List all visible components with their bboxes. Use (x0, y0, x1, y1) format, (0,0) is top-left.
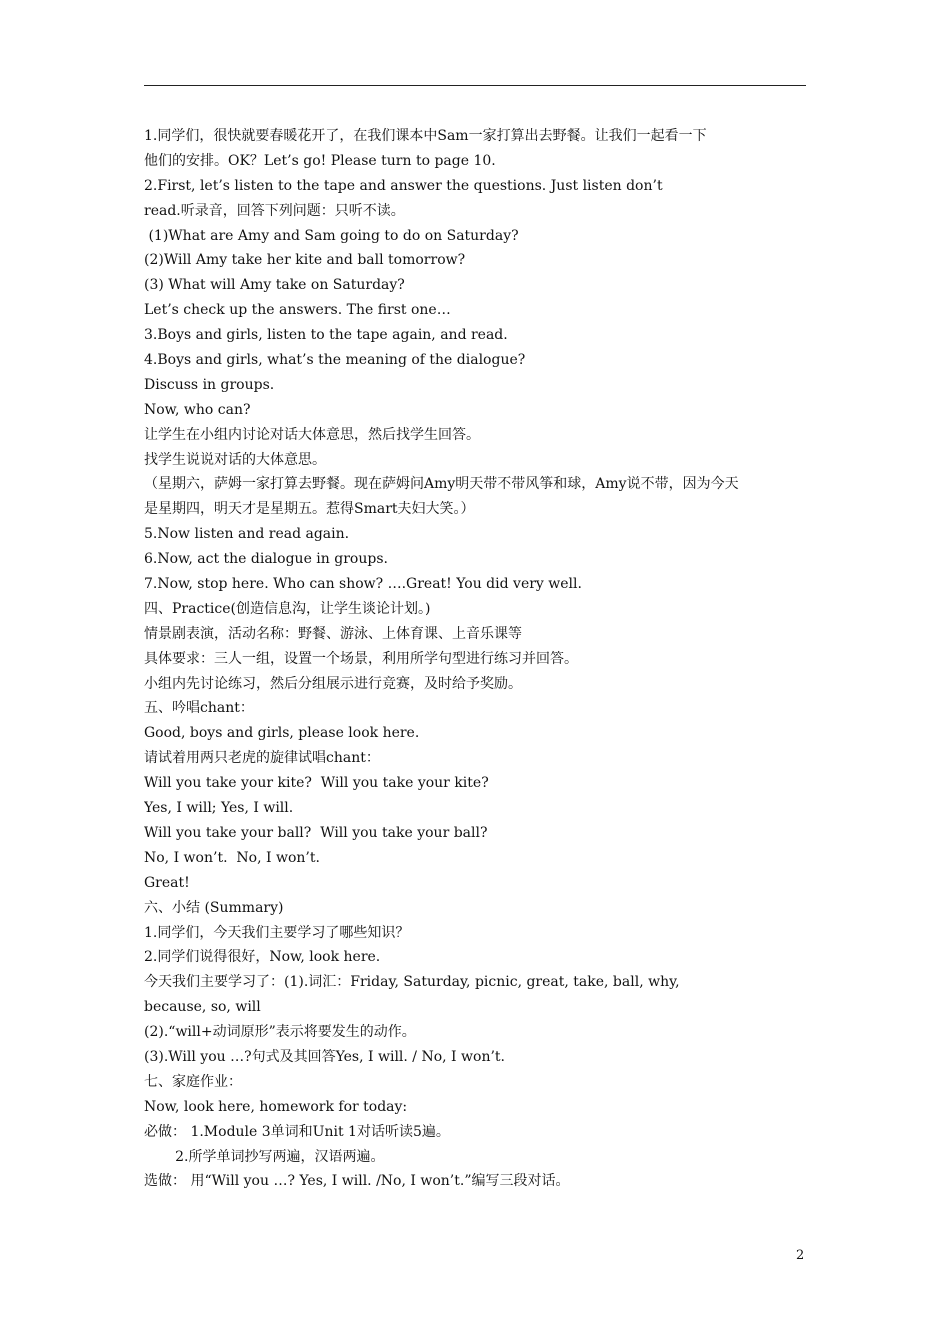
page-number: 2 (796, 1248, 805, 1263)
text-line: (3) What will Amy take on Saturday? (144, 277, 405, 294)
section-heading-summary: 六、小结 (Summary) (144, 899, 284, 916)
text-line: (2)Will Amy take her kite and ball tomorrow? (144, 252, 466, 269)
text-line: 2.所学单词抄写两遍，汉语两遍。 (144, 1148, 385, 1165)
section-heading-practice: 四、Practice(创造信息沟，让学生谈论计划。) (144, 600, 431, 617)
text-line: 今天我们主要学习了：(1).词汇：Friday, Saturday, picnic, great, take, ball, why, (144, 974, 680, 991)
text-line: 5.Now listen and read again. (144, 526, 350, 543)
text-line: 请试着用两只老虎的旋律试唱chant： (144, 750, 380, 767)
text-line: (1)What are Amy and Sam going to do on Saturday? (144, 227, 519, 244)
text-line: 必做： 1.Module 3单词和Unit 1对话听读5遍。 (144, 1123, 450, 1140)
text-line: Yes, I will; Yes, I will. (144, 800, 294, 817)
text-line: Now, who can? (144, 401, 251, 418)
text-line: 他们的安排。OK？Let’s go! Please turn to page 10. (144, 152, 496, 169)
text-line: Will you take your ball? Will you take your ball? (144, 824, 488, 841)
text-line: 4.Boys and girls, what’s the meaning of the dialogue? (144, 352, 526, 369)
text-line: read.听录音，回答下列问题：只听不读。 (144, 202, 405, 219)
text-line: （星期六，萨姆一家打算去野餐。现在萨姆问Amy明天带不带风筝和球，Amy说不带，因为今天 (144, 476, 739, 493)
text-line: 是星期四，明天才是星期五。惹得Smart夫妇大笑。） (144, 501, 475, 518)
text-line: Will you take your kite? Will you take your kite? (144, 775, 489, 792)
text-line: 选做： 用“Will you …? Yes, I will. /No, I won’t.”编写三段对话。 (144, 1173, 570, 1190)
section-heading-homework: 七、家庭作业： (144, 1073, 242, 1090)
text-line: 小组内先讨论练习，然后分组展示进行竞赛，及时给予奖励。 (144, 675, 522, 692)
text-line: because, so, will (144, 999, 261, 1016)
text-line: Let’s check up the answers. The first one… (144, 302, 451, 319)
header-rule (144, 85, 806, 86)
section-heading-chant: 五、吟唱chant： (144, 700, 254, 717)
document-body (144, 124, 808, 1194)
text-line: (2).“will+动词原形”表示将要发生的动作。 (144, 1024, 416, 1041)
text-line: 2.同学们说得很好，Now, look here. (144, 949, 381, 966)
text-line: Discuss in groups. (144, 376, 275, 393)
text-line: 找学生说说对话的大体意思。 (144, 451, 326, 468)
text-line: 2.First, let’s listen to the tape and answer the questions. Just listen don’t (144, 177, 663, 194)
text-line: Good, boys and girls, please look here. (144, 725, 420, 742)
text-line: 3.Boys and girls, listen to the tape again, and read. (144, 327, 508, 344)
text-line: 具体要求：三人一组，设置一个场景，利用所学句型进行练习并回答。 (144, 650, 578, 667)
text-line: 1.同学们，很快就要春暖花开了，在我们课本中Sam一家打算出去野餐。让我们一起看一下 (144, 128, 707, 144)
text-line: (3).Will you …?句式及其回答Yes, I will. / No, I won’t. (144, 1048, 505, 1065)
text-line: Great! (144, 874, 190, 891)
text-line: No, I won’t. No, I won’t. (144, 849, 320, 866)
text-line: 情景剧表演，活动名称：野餐、游泳、上体育课、上音乐课等 (144, 625, 522, 642)
text-line: 6.Now, act the dialogue in groups. (144, 551, 388, 568)
text-line: 7.Now, stop here. Who can show? ….Great! You did very well. (144, 576, 582, 593)
text-line: Now, look here, homework for today: (144, 1098, 408, 1115)
text-line: 让学生在小组内讨论对话大体意思，然后找学生回答。 (144, 426, 480, 443)
text-line: 1.同学们，今天我们主要学习了哪些知识？ (144, 924, 410, 941)
